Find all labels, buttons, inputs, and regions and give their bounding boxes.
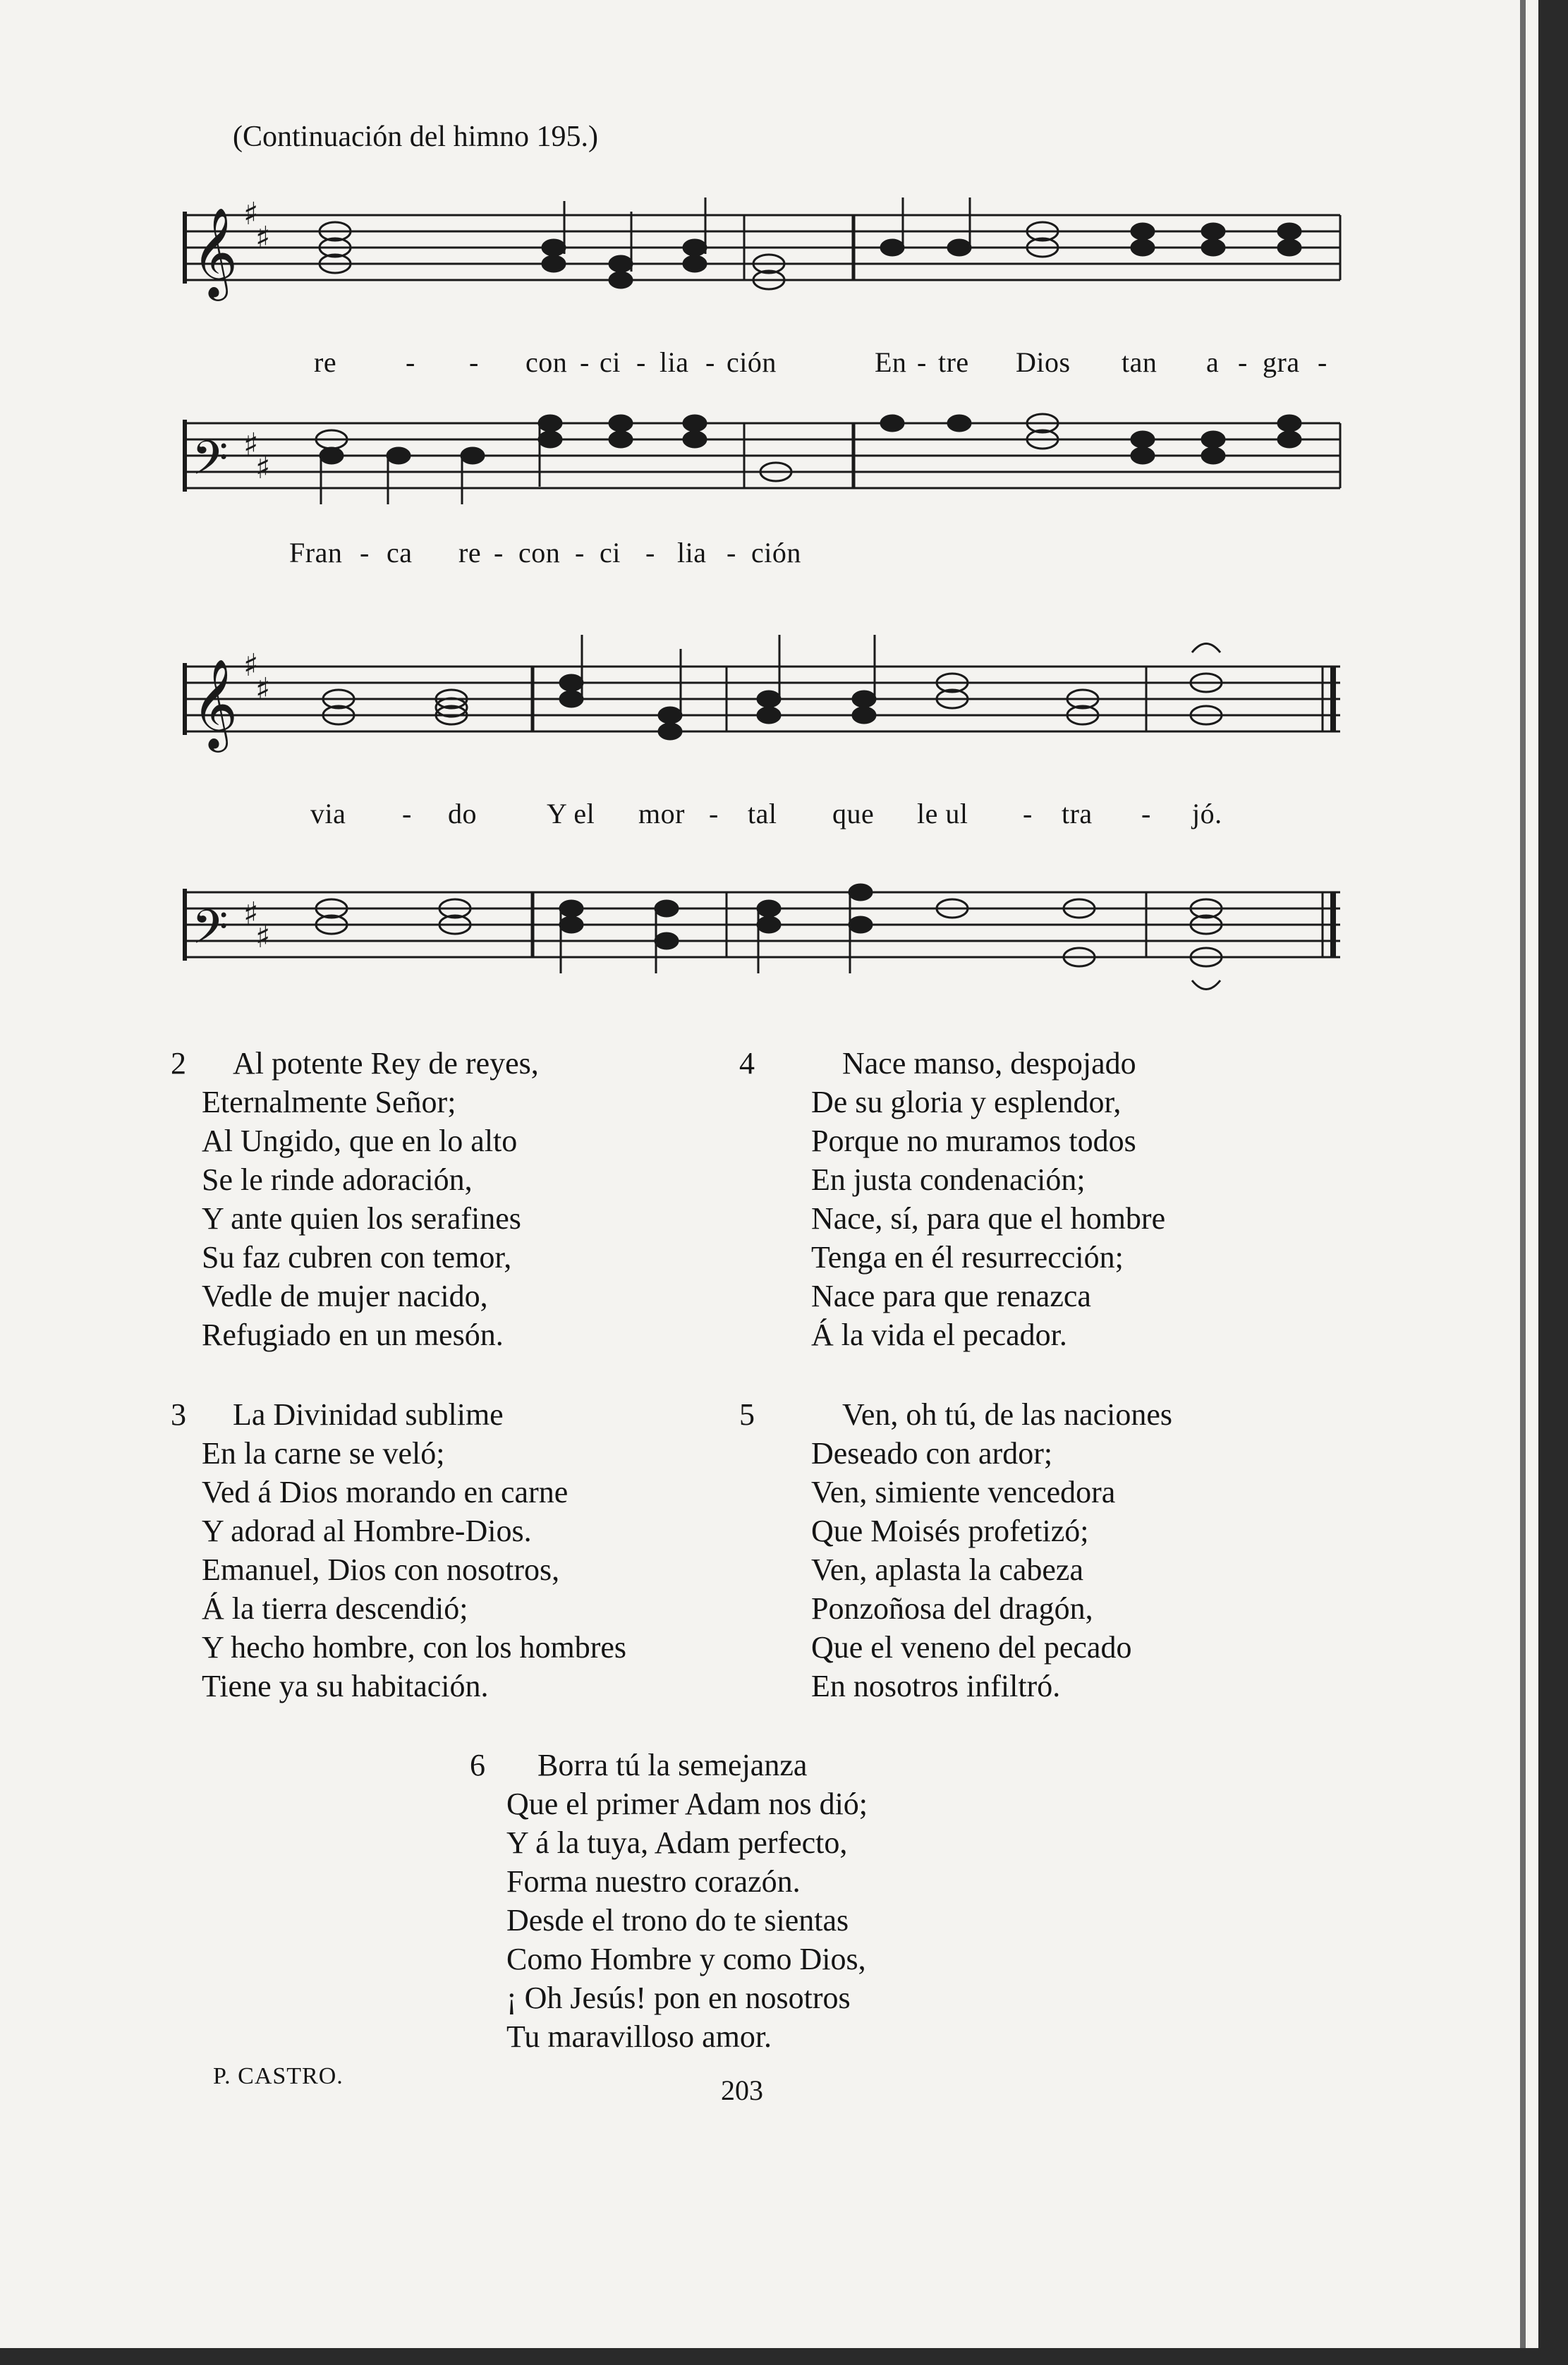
stanza-line: Refugiado en un mesón.: [202, 1318, 504, 1352]
stanza-number: 6: [470, 1748, 485, 1782]
lyric-hyphen: -: [575, 537, 585, 569]
stanza-line: Como Hombre y como Dios,: [506, 1942, 866, 1976]
lyric-syllable: le ul: [917, 798, 968, 829]
lyric-syllable: re: [314, 346, 337, 378]
svg-text:♯: ♯: [243, 196, 259, 232]
lyric-hyphen: -: [1238, 346, 1248, 378]
lyric-hyphen: -: [636, 346, 646, 378]
lyric-syllable: ción: [751, 537, 801, 569]
lyric-syllable: Y el: [547, 798, 595, 829]
stanza-line: Tiene ya su habitación.: [202, 1669, 489, 1703]
stanza-line: Y adorad al Hombre-Dios.: [202, 1514, 532, 1548]
lyric-syllable: En: [875, 346, 907, 378]
lyric-hyphen: -: [1141, 798, 1151, 829]
lyric-hyphen: -: [580, 346, 590, 378]
stanza-number: 5: [739, 1397, 755, 1432]
stanza-line: Nace para que renazca: [811, 1279, 1091, 1313]
stanza-line: Se le rinde adoración,: [202, 1162, 473, 1197]
bottom-shadow: [0, 2348, 1568, 2365]
lyric-syllable: lia: [677, 537, 707, 569]
stanza-line: De su gloria y esplendor,: [811, 1085, 1122, 1119]
lyric-syllable: ci: [600, 346, 621, 378]
lyric-syllable: ci: [600, 537, 621, 569]
stanza-line: Desde el trono do te sientas: [506, 1903, 849, 1938]
lyric-hyphen: -: [727, 537, 736, 569]
bass-clef-icon: 𝄢: [192, 900, 229, 966]
stanza-line: Ven, aplasta la cabeza: [811, 1552, 1083, 1587]
stanza-line: Que Moisés profetizó;: [811, 1514, 1089, 1548]
stanza-number: 3: [171, 1397, 186, 1432]
lyric-syllable: via: [310, 798, 346, 829]
stanza-line: Su faz cubren con temor,: [202, 1240, 512, 1275]
lyric-syllable: gra: [1263, 346, 1300, 378]
svg-text:♯: ♯: [255, 919, 271, 955]
bass-clef-icon: 𝄢: [192, 431, 229, 497]
stanza-line: Que el veneno del pecado: [811, 1630, 1132, 1665]
stanza-line: Tenga en él resurrección;: [811, 1240, 1124, 1275]
lyric-syllable: re: [458, 537, 482, 569]
lyric-syllable: lia: [660, 346, 689, 378]
lyric-syllable: que: [832, 798, 875, 829]
treble-clef-icon: 𝄞: [192, 207, 238, 297]
lyric-hyphen: -: [469, 346, 479, 378]
lyric-hyphen: -: [494, 537, 504, 569]
stanza-line: Y á la tuya, Adam perfecto,: [506, 1825, 848, 1860]
lyric-hyphen: -: [917, 346, 927, 378]
stanza-line: Borra tú la semejanza: [537, 1748, 808, 1782]
stanza-line: Ven, oh tú, de las naciones: [842, 1397, 1172, 1432]
lyric-syllable: tan: [1122, 346, 1157, 378]
stanza-line: Ved á Dios morando en carne: [202, 1475, 569, 1509]
lyric-syllable: con: [525, 346, 568, 378]
lyric-hyphen: -: [360, 537, 370, 569]
lyric-syllable: Fran: [289, 537, 343, 569]
stanza-line: Que el primer Adam nos dió;: [506, 1787, 868, 1821]
lyric-syllable: Dios: [1016, 346, 1071, 378]
lyric-hyphen: -: [705, 346, 715, 378]
staff-1-bass: [185, 420, 1340, 492]
svg-text:♯: ♯: [243, 427, 259, 463]
page-number: 203: [721, 2074, 763, 2106]
svg-text:♯: ♯: [243, 896, 259, 932]
stanza-5: [739, 1395, 1172, 1706]
lyric-syllable: tal: [748, 798, 777, 829]
stanza-line: Deseado con ardor;: [811, 1436, 1053, 1471]
stanza-line: Ponzoñosa del dragón,: [811, 1591, 1093, 1626]
lyric-hyphen: -: [645, 537, 655, 569]
stanza-line: Á la tierra descendió;: [202, 1591, 468, 1626]
stanza-line: Al Ungido, que en lo alto: [202, 1124, 518, 1158]
lyric-syllable: a: [1206, 346, 1220, 378]
stanza-line: Porque no muramos todos: [811, 1124, 1136, 1158]
lyric-hyphen: -: [709, 798, 719, 829]
stanza-line: Y hecho hombre, con los hombres: [202, 1630, 627, 1665]
lyric-syllable: jó.: [1192, 798, 1222, 829]
stanza-line: Tu maravilloso amor.: [506, 2019, 772, 2054]
stanza-line: La Divinidad sublime: [233, 1397, 504, 1432]
stanza-4: [739, 1044, 1166, 1354]
lyric-syllable: tre: [938, 346, 969, 378]
lyric-hyphen: -: [1318, 346, 1327, 378]
stanza-line: En la carne se veló;: [202, 1436, 445, 1471]
lyric-syllable: ca: [387, 537, 413, 569]
treble-clef-icon: 𝄞: [192, 658, 238, 748]
stanza-6: [470, 1746, 868, 2056]
lyric-syllable: con: [518, 537, 561, 569]
lyric-syllable: tra: [1062, 798, 1093, 829]
svg-text:♯: ♯: [255, 220, 271, 256]
lyric-hyphen: -: [402, 798, 412, 829]
stanza-line: Vedle de mujer nacido,: [202, 1279, 488, 1313]
lyric-syllable: do: [448, 798, 477, 829]
stanza-number: 4: [739, 1046, 755, 1081]
stanza-line: Ven, simiente vencedora: [811, 1475, 1116, 1509]
lyric-syllable: mor: [638, 798, 685, 829]
stanza-line: Á la vida el pecador.: [811, 1318, 1067, 1352]
stanza-line: Forma nuestro corazón.: [506, 1864, 801, 1899]
svg-text:♯: ♯: [255, 450, 271, 486]
stanza-line: ¡ Oh Jesús! pon en nosotros: [506, 1981, 851, 2015]
music-score: [0, 0, 1568, 1023]
lyric-hyphen: -: [406, 346, 415, 378]
stanza-2: [171, 1044, 539, 1354]
stanza-line: En nosotros infiltró.: [811, 1669, 1061, 1703]
author-credit: P. CASTRO.: [213, 2063, 344, 2089]
stanza-line: Eternalmente Señor;: [202, 1085, 456, 1119]
stanza-number: 2: [171, 1046, 186, 1081]
stanza-3: [171, 1395, 627, 1706]
continuation-heading: (Continuación del himno 195.): [233, 121, 598, 153]
stanza-line: Y ante quien los serafines: [202, 1201, 521, 1236]
stanza-line: En justa condenación;: [811, 1162, 1086, 1197]
lyric-hyphen: -: [1023, 798, 1033, 829]
lyric-syllable: ción: [727, 346, 777, 378]
stanza-line: Emanuel, Dios con nosotros,: [202, 1552, 560, 1587]
svg-text:♯: ♯: [255, 671, 271, 707]
stanza-line: Nace, sí, para que el hombre: [811, 1201, 1166, 1236]
stanza-line: Al potente Rey de reyes,: [233, 1046, 539, 1081]
svg-text:♯: ♯: [243, 648, 259, 683]
stanza-line: Nace manso, despojado: [842, 1046, 1136, 1081]
